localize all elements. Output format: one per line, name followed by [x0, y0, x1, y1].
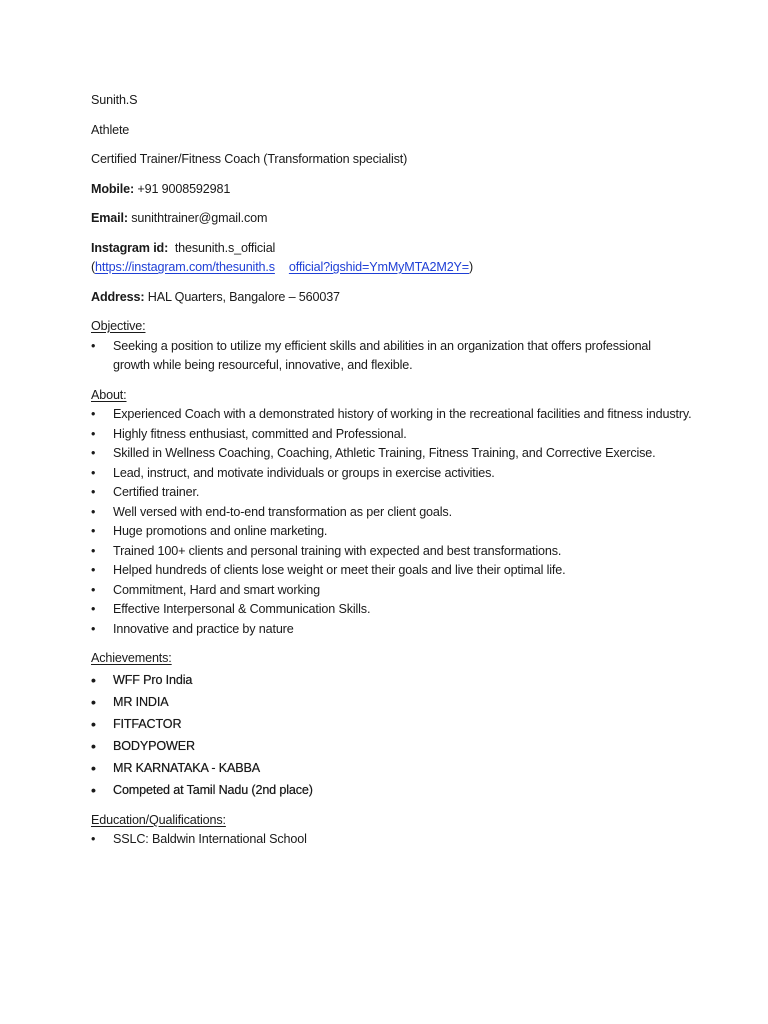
list-item-text: Skilled in Wellness Coaching, Coaching, Athletic Training, Fitness Training, and Corrective Exercise. [113, 446, 656, 460]
list-item [91, 483, 695, 503]
email-label: Email: [91, 211, 128, 225]
list-item-text: Competed at Tamil Nadu (2nd place) [113, 782, 313, 797]
list-item [91, 620, 695, 640]
list-item-text: Innovative and practice by nature [113, 621, 294, 636]
bullet-icon: • [91, 759, 96, 776]
bullet-icon: • [91, 426, 96, 441]
list-item [91, 757, 691, 779]
list-item [91, 561, 695, 581]
list-item-text: Effective Interpersonal & Communication Skills. [113, 602, 371, 616]
list-item-text: Trained 100+ clients and personal training with expected and best transformations. [113, 543, 562, 558]
bullet-icon: • [91, 563, 96, 577]
bullet-icon: • [91, 446, 96, 460]
list-item [91, 669, 691, 691]
list-item-text: Lead, instruct, and motivate individuals or groups in exercise activities. [113, 465, 495, 480]
bullet-icon: • [91, 524, 96, 538]
instagram-url-part2: official?igshid=YmMyMTA2M2Y= [288, 260, 470, 274]
mobile-value: +91 9008592981 [137, 181, 231, 196]
list-item [91, 444, 695, 464]
list-item [91, 464, 695, 484]
address-value: HAL Quarters, Bangalore – 560037 [147, 289, 340, 304]
email-line [91, 209, 691, 229]
list-item-text: Highly fitness enthusiast, committed and Professional. [113, 426, 407, 441]
bullet-icon: • [91, 407, 96, 421]
instagram-url-close-paren: ) [469, 260, 474, 274]
list-item-text: Experienced Coach with a demonstrated history of working in the recreational facilities and fitness industry. [113, 407, 692, 421]
list-item [91, 691, 691, 713]
bullet-icon: • [91, 671, 96, 688]
list-item-text: SSLC: Baldwin International School [113, 832, 307, 846]
address-line [91, 288, 691, 308]
bullet-icon: • [91, 602, 96, 616]
bullet-icon: • [91, 693, 96, 710]
address-label: Address: [91, 289, 145, 304]
mobile-label: Mobile: [91, 181, 135, 196]
list-item [91, 503, 695, 523]
candidate-headline: Certified Trainer/Fitness Coach (Transformation specialist) [91, 152, 408, 166]
list-item-text: MR KARNATAKA - KABBA [113, 760, 260, 775]
bullet-icon: • [91, 582, 96, 597]
objective-heading: Objective: [91, 319, 146, 333]
list-item [91, 600, 695, 620]
list-item-text: Certified trainer. [113, 485, 200, 499]
list-item-text: BODYPOWER [113, 738, 195, 753]
list-item-text: Seeking a position to utilize my efficient skills and abilities in an organization that offers professional growth while being resourceful, innovative, and flexible. [113, 338, 651, 372]
bullet-icon: • [91, 715, 96, 732]
achievements-list [91, 669, 691, 801]
education-list [91, 830, 691, 850]
instagram-url-line [91, 258, 691, 278]
instagram-link[interactable] [95, 260, 469, 274]
list-item-text: MR INDIA [113, 694, 169, 709]
bullet-icon: • [91, 485, 96, 499]
list-item [91, 713, 691, 735]
candidate-name: Sunith.S [91, 93, 138, 107]
bullet-icon: • [91, 465, 96, 480]
instagram-url-part1: https://instagram.com/thesunith.s [95, 260, 275, 274]
bullet-icon: • [91, 832, 96, 846]
instagram-line [91, 239, 691, 259]
list-item-text: Commitment, Hard and smart working [113, 582, 320, 597]
list-item [91, 522, 695, 542]
list-item [91, 542, 695, 562]
list-item [91, 425, 695, 445]
list-item [91, 779, 691, 801]
list-item-text: Huge promotions and online marketing. [113, 524, 328, 538]
bullet-icon: • [91, 543, 96, 558]
mobile-line [91, 180, 691, 200]
list-item-text: WFF Pro India [113, 672, 193, 687]
bullet-icon: • [91, 504, 96, 519]
list-item [91, 337, 688, 376]
list-item [91, 405, 695, 425]
bullet-icon: • [91, 338, 96, 353]
list-item [91, 581, 695, 601]
list-item [91, 735, 691, 757]
list-item-text: Helped hundreds of clients lose weight or meet their goals and live their optimal life. [113, 563, 566, 577]
instagram-handle: thesunith.s_official [174, 240, 276, 255]
bullet-icon: • [91, 737, 96, 754]
instagram-label: Instagram id: [91, 240, 169, 255]
list-item [91, 830, 691, 850]
about-heading: About: [91, 387, 127, 402]
resume-content [91, 91, 691, 850]
email-value: sunithtrainer@gmail.com [131, 211, 268, 225]
instagram-url-open-paren: ( [91, 260, 96, 274]
list-item-text: Well versed with end-to-end transformation as per client goals. [113, 504, 452, 519]
about-list [91, 405, 691, 639]
list-item-text: FITFACTOR [113, 716, 182, 731]
education-heading: Education/Qualifications: [91, 812, 226, 827]
achievements-heading: Achievements: [91, 651, 172, 665]
objective-list [91, 337, 691, 376]
bullet-icon: • [91, 621, 96, 636]
candidate-role: Athlete [91, 122, 130, 137]
bullet-icon: • [91, 781, 96, 798]
